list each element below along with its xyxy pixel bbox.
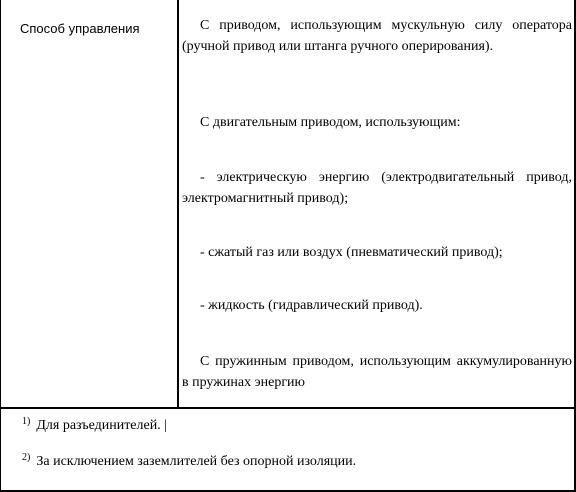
row-label: Способ управления [20, 21, 140, 36]
paragraph-compressed-gas: - сжатый газ или воздух (пневматический привод); [200, 245, 503, 260]
paragraph-electric-energy: - электрическую энергию (электродвигательный привод, электромагнитный привод); [182, 170, 572, 206]
table-left-border [0, 0, 1, 492]
paragraph-liquid: - жидкость (гидравлический привод). [200, 298, 423, 313]
footnote-2-mark: 2) [22, 452, 31, 463]
footnote-1-text: Для разъединителей. | [36, 418, 168, 433]
column-divider [177, 0, 179, 409]
paragraph-spring-drive: С пружинным приводом, использующим аккумулированную в пружинах энергию [182, 354, 572, 390]
paragraph-manual-drive: С приводом, использующим мускульную силу оператора (ручной привод или штанга ручного оперирования). [182, 18, 572, 54]
row-divider [0, 407, 576, 409]
footnote-2-text: За исключением заземлителей без опорной изоляции. [36, 454, 357, 469]
footnote-1 [22, 418, 167, 434]
paragraph-motor-drive: С двигательным приводом, использующим: [200, 115, 461, 130]
footnote-2 [22, 454, 356, 470]
footnote-1-mark: 1) [22, 416, 31, 427]
